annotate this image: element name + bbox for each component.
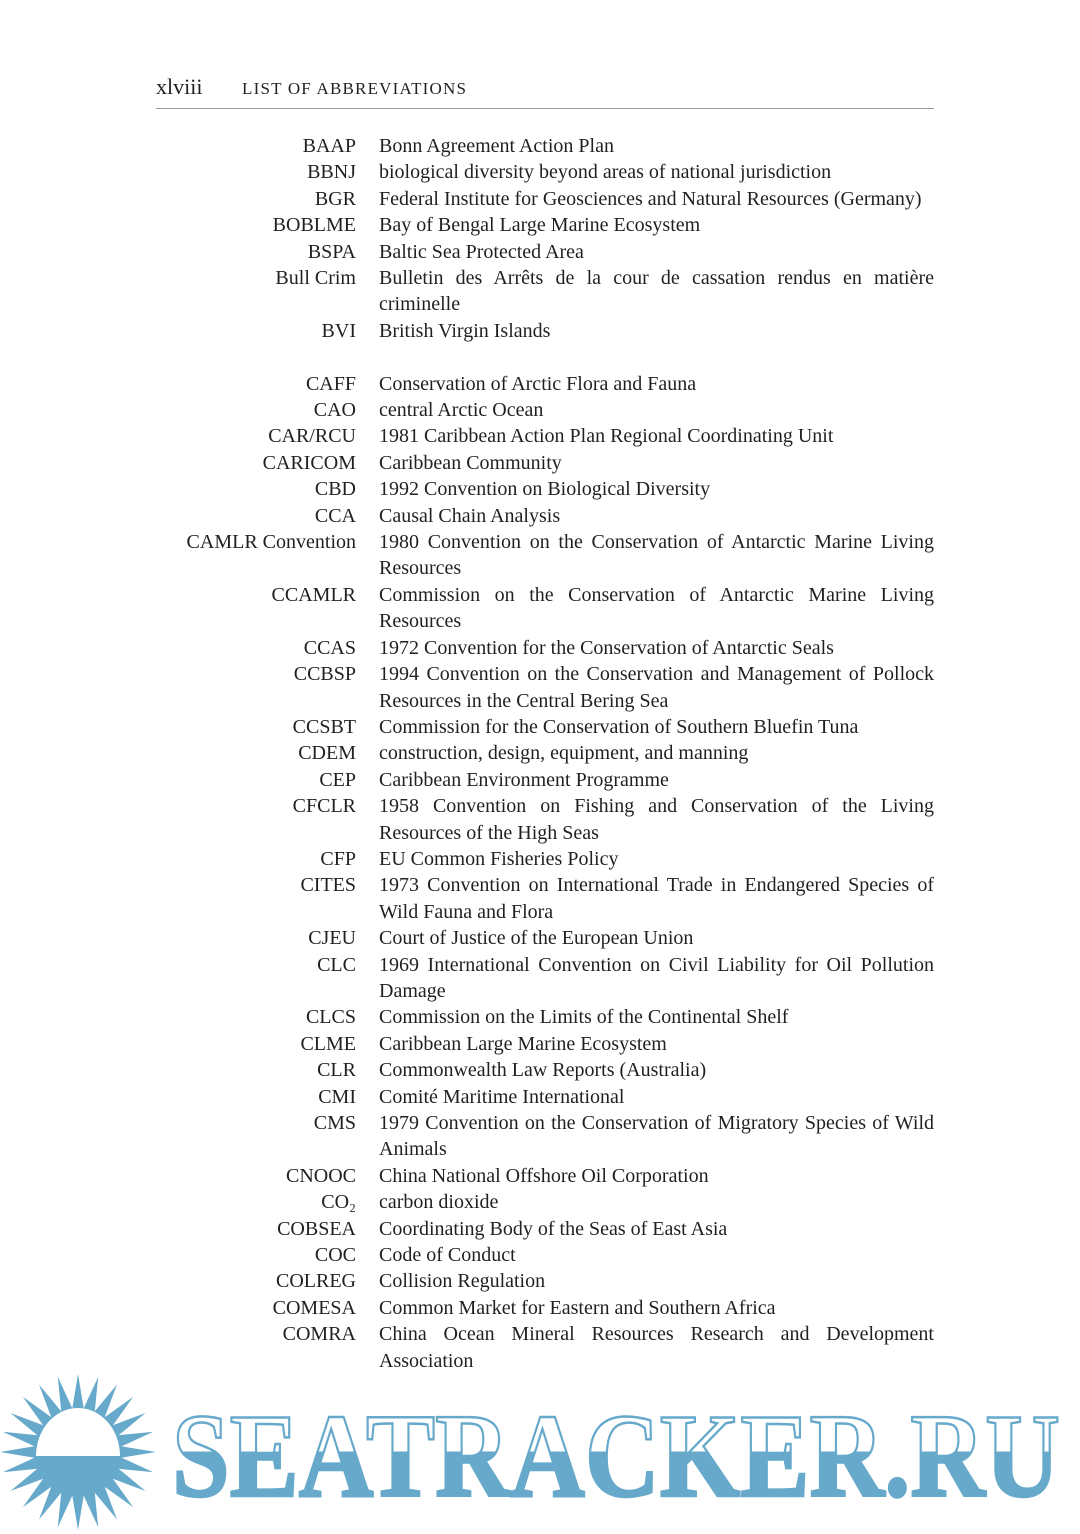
list-item <box>156 1004 934 1030</box>
definition: 1969 International Convention on Civil Liability for Oil Pollution Damage <box>379 953 934 1002</box>
list-item <box>156 767 934 793</box>
abbreviation: CAFF <box>305 372 356 395</box>
list-item <box>156 212 934 238</box>
list-item <box>156 1084 934 1110</box>
definition: Collision Regulation <box>379 1270 546 1293</box>
definition: Causal Chain Analysis <box>379 504 561 527</box>
abbreviation: CLC <box>317 953 356 976</box>
abbreviation: CCA <box>314 504 356 527</box>
definition: Commission on the Conservation of Antarctic Marine Living Resources <box>379 583 934 633</box>
list-item <box>156 239 934 265</box>
definition: carbon dioxide <box>379 1191 499 1214</box>
definition: biological diversity beyond areas of national jurisdiction <box>379 161 832 184</box>
list-item <box>156 1216 934 1242</box>
definition: Bulletin des Arrêts de la cour de cassation rendus en matière criminelle <box>379 267 934 316</box>
abbreviation-list <box>156 133 934 1374</box>
sun-logo-icon <box>0 1374 156 1530</box>
definition: Code of Conduct <box>379 1244 516 1267</box>
definition: Bay of Bengal Large Marine Ecosystem <box>379 214 701 237</box>
abbreviation: CMS <box>313 1112 356 1135</box>
list-item <box>156 529 934 582</box>
running-header <box>156 74 934 109</box>
list-item <box>156 265 934 318</box>
abbreviation: CBD <box>314 478 356 501</box>
abbreviation: CAR/RCU <box>268 425 356 448</box>
seatracker-watermark <box>0 1372 1080 1534</box>
abbreviation: BSPA <box>307 240 356 263</box>
list-item <box>156 793 934 846</box>
definition: Commission for the Conservation of Southern Bluefin Tuna <box>379 715 859 738</box>
page-number: xlviii <box>156 74 203 99</box>
abbreviation: CLR <box>317 1059 356 1082</box>
list-item <box>156 872 934 925</box>
list-item <box>156 186 934 212</box>
definition: Commission on the Limits of the Continental Shelf <box>379 1006 789 1029</box>
abbreviation: CCBSP <box>293 663 356 686</box>
abbreviation: CCSBT <box>292 715 356 738</box>
abbreviation: CITES <box>300 874 356 897</box>
running-title: LIST OF ABBREVIATIONS <box>242 79 468 98</box>
abbreviation: COC <box>314 1244 356 1267</box>
definition: Baltic Sea Protected Area <box>379 240 584 263</box>
definition: 1981 Caribbean Action Plan Regional Coordinating Unit <box>379 425 834 448</box>
abbreviation: BBNJ <box>307 161 356 184</box>
abbreviation: BVI <box>321 319 356 342</box>
abbreviation: CFCLR <box>292 795 356 818</box>
abbreviation: BAAP <box>302 135 356 157</box>
definition: 1973 Convention on International Trade in Endangered Species of Wild Fauna and Flora <box>379 874 934 923</box>
list-item <box>156 397 934 423</box>
definition: Bonn Agreement Action Plan <box>379 135 614 157</box>
abbreviation: CCAS <box>303 636 356 659</box>
list-item <box>156 1163 934 1189</box>
abbreviation: CAO <box>313 399 356 422</box>
list-item <box>156 1031 934 1057</box>
list-item <box>156 1242 934 1268</box>
watermark-text: SEATRACKER.RU <box>172 1389 1060 1522</box>
list-item <box>156 371 934 397</box>
list-item <box>156 952 934 1005</box>
abbreviation: CARICOM <box>262 451 356 474</box>
list-item <box>156 503 934 529</box>
definition: central Arctic Ocean <box>379 399 544 422</box>
abbreviation: CDEM <box>298 742 356 765</box>
definition: EU Common Fisheries Policy <box>379 847 619 870</box>
definition: Caribbean Environment Programme <box>379 768 669 791</box>
definition: Court of Justice of the European Union <box>379 927 694 950</box>
abbreviation: BGR <box>314 187 356 210</box>
abbreviation: CLME <box>300 1032 356 1055</box>
definition: Comité Maritime International <box>379 1085 625 1108</box>
list-item <box>156 846 934 872</box>
list-item <box>156 582 934 635</box>
abbreviation: Bull Crim <box>275 267 356 290</box>
definition: China National Offshore Oil Corporation <box>379 1164 709 1187</box>
list-item <box>156 740 934 766</box>
list-item <box>156 714 934 740</box>
list-item <box>156 661 934 714</box>
list-item <box>156 1321 934 1374</box>
abbreviation: CO₂ <box>321 1191 356 1214</box>
abbreviation: CCAMLR <box>271 583 356 606</box>
list-item <box>156 423 934 449</box>
definition: 1979 Convention on the Conservation of Migratory Species of Wild Animals <box>379 1112 934 1161</box>
list-item <box>156 133 934 159</box>
definition: 1972 Convention for the Conservation of Antarctic Seals <box>379 636 834 659</box>
definition: 1980 Convention on the Conservation of Antarctic Marine Living Resources <box>379 531 934 580</box>
list-item <box>156 318 934 344</box>
list-item <box>156 159 934 185</box>
abbreviation: COLREG <box>276 1270 356 1293</box>
list-item <box>156 1268 934 1294</box>
definition: British Virgin Islands <box>379 319 551 342</box>
list-item <box>156 476 934 502</box>
definition: Federal Institute for Geosciences and Natural Resources (Germany) <box>379 187 922 210</box>
definition: Commonwealth Law Reports (Australia) <box>379 1059 707 1082</box>
definition: China Ocean Mineral Resources Research and Development Association <box>379 1323 934 1372</box>
list-item <box>156 1110 934 1163</box>
list-item <box>156 1295 934 1321</box>
abbreviation: CAMLR Convention <box>186 531 356 554</box>
abbreviation: CNOOC <box>285 1164 356 1187</box>
list-item <box>156 1057 934 1083</box>
definition: 1958 Convention on Fishing and Conservation of the Living Resources of the High Seas <box>379 795 934 844</box>
abbreviation: CJEU <box>308 927 356 950</box>
definition: Conservation of Arctic Flora and Fauna <box>379 372 697 395</box>
definition: 1994 Convention on the Conservation and Management of Pollock Resources in the Central Bering Sea <box>379 663 934 712</box>
definition: construction, design, equipment, and manning <box>379 742 749 765</box>
abbreviation: CLCS <box>305 1006 356 1029</box>
list-item <box>156 450 934 476</box>
abbreviation: COBSEA <box>277 1217 356 1240</box>
abbreviation: COMRA <box>282 1323 356 1346</box>
list-item <box>156 925 934 951</box>
abbreviation: BOBLME <box>272 214 356 237</box>
list-item <box>156 1189 934 1215</box>
definition: 1992 Convention on Biological Diversity <box>379 478 711 501</box>
abbreviation: COMESA <box>272 1296 356 1319</box>
abbreviation: CFP <box>320 847 356 870</box>
list-item <box>156 635 934 661</box>
definition: Common Market for Eastern and Southern Africa <box>379 1296 776 1319</box>
definition: Caribbean Community <box>379 451 562 474</box>
definition: Coordinating Body of the Seas of East Asia <box>379 1217 728 1240</box>
abbreviation: CEP <box>319 768 356 791</box>
definition: Caribbean Large Marine Ecosystem <box>379 1032 667 1055</box>
abbreviation: CMI <box>318 1085 356 1108</box>
